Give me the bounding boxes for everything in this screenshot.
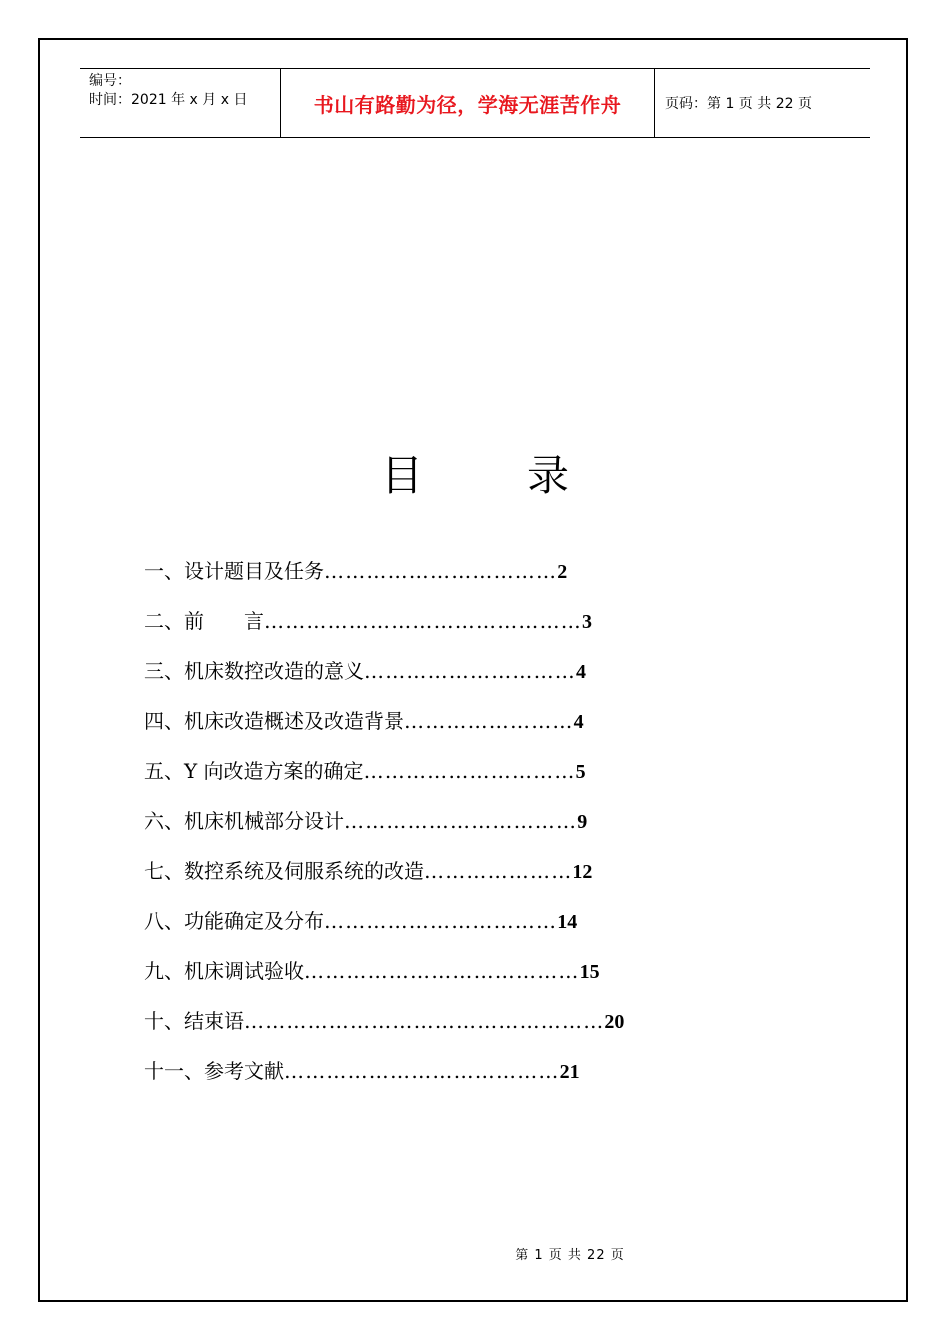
toc-page-number: 14 bbox=[557, 911, 578, 933]
toc-leader: ………………………… bbox=[364, 659, 576, 683]
toc-entry[interactable] bbox=[144, 652, 764, 702]
toc-entry-label: 二、前 言 bbox=[144, 609, 264, 633]
toc-entry[interactable] bbox=[144, 1002, 764, 1052]
toc-entry[interactable] bbox=[144, 602, 764, 652]
toc-entry[interactable] bbox=[144, 952, 764, 1002]
toc-entry-label: 十一、参考文献 bbox=[144, 1059, 284, 1083]
page-header bbox=[80, 68, 870, 138]
toc-leader: ………………………………… bbox=[284, 1059, 560, 1083]
toc-leader: …………………………… bbox=[344, 809, 578, 833]
toc-page-number: 20 bbox=[604, 1011, 625, 1033]
toc-title-char-1: 目 bbox=[380, 451, 423, 500]
toc-page-number: 4 bbox=[573, 711, 584, 733]
toc-page-number: 5 bbox=[575, 761, 586, 783]
toc-entry[interactable] bbox=[144, 1052, 764, 1102]
toc-entry-label: 三、机床数控改造的意义 bbox=[144, 659, 364, 683]
toc-page-number: 4 bbox=[576, 661, 586, 683]
header-meta bbox=[80, 69, 281, 137]
toc-entry-label: 五、Y 向改造方案的确定 bbox=[144, 759, 364, 783]
toc-page-number: 12 bbox=[572, 861, 593, 883]
date-label: 时间：2021 年 x 月 x 日 bbox=[89, 92, 248, 108]
header-page-info: 页码：第 1 页 共 22 页 bbox=[665, 96, 812, 112]
toc-leader: ……………………………………… bbox=[264, 609, 582, 633]
toc-entry[interactable] bbox=[144, 702, 764, 752]
toc-entry-label: 六、机床机械部分设计 bbox=[144, 809, 344, 833]
toc-leader: ………………… bbox=[424, 859, 573, 883]
toc-entry-label: 九、机床调试验收 bbox=[144, 959, 304, 983]
toc-leader: …………………………… bbox=[324, 909, 558, 933]
toc-entry[interactable] bbox=[144, 802, 764, 852]
toc-entry-label: 八、功能确定及分布 bbox=[144, 909, 324, 933]
toc-leader: …………………………… bbox=[324, 559, 558, 583]
serial-number-label: 编号： bbox=[89, 73, 131, 89]
toc-entry[interactable] bbox=[144, 552, 764, 602]
toc-page-number: 15 bbox=[579, 961, 600, 983]
toc-entry[interactable] bbox=[144, 902, 764, 952]
toc-title-char-2: 录 bbox=[527, 451, 570, 500]
toc-entry[interactable] bbox=[144, 852, 764, 902]
toc-page-number: 3 bbox=[582, 611, 592, 633]
toc-entry-label: 一、设计题目及任务 bbox=[144, 559, 324, 583]
header-motto: 书山有路勤为径，学海无涯苦作舟 bbox=[281, 69, 655, 137]
toc-leader: …………………… bbox=[404, 709, 574, 733]
toc-entry-label: 十、结束语 bbox=[144, 1009, 244, 1033]
toc-page-number: 21 bbox=[559, 1061, 580, 1083]
toc-entry-label: 七、数控系统及伺服系统的改造 bbox=[144, 859, 424, 883]
toc-leader: ………………………… bbox=[363, 759, 576, 783]
page-footer: 第 1 页 共 22 页 bbox=[515, 1248, 625, 1263]
toc-title bbox=[0, 446, 950, 506]
toc-page-number: 9 bbox=[577, 811, 588, 833]
toc-entry-label: 四、机床改造概述及改造背景 bbox=[144, 709, 404, 733]
toc-entry[interactable] bbox=[144, 752, 764, 802]
toc-leader: …………………………………………… bbox=[244, 1009, 605, 1033]
toc-leader: ………………………………… bbox=[304, 959, 580, 983]
table-of-contents bbox=[144, 552, 764, 1102]
toc-page-number: 2 bbox=[557, 561, 568, 583]
